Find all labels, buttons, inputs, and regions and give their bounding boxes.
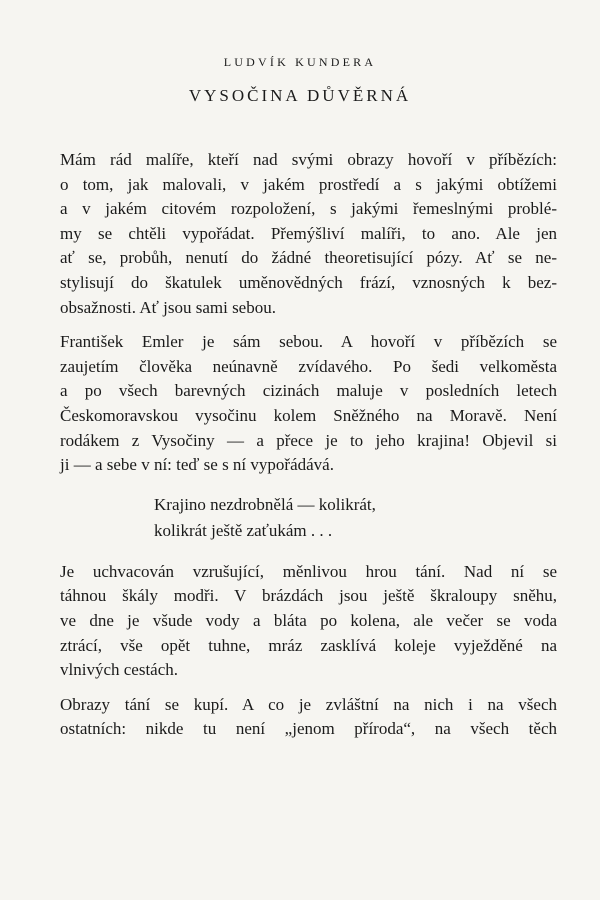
text-line: stylisují do škatulek uměnovědných frází, vznosných k bez- [60, 272, 557, 292]
essay-body [60, 148, 557, 742]
text-line: ať se, probůh, nenutí do žádné theoretisující pózy. Ať se ne- [60, 248, 557, 268]
text-line: obsažnosti. Ať jsou sami sebou. [60, 297, 276, 317]
author-name: LUDVÍK KUNDERA [223, 55, 377, 69]
text-line: o tom, jak malovali, v jakém prostředí a s jakými obtížemi [60, 174, 557, 194]
poem-quote [60, 492, 557, 544]
text-line: a v jakém citovém rozpoložení, s jakými řemeslnými problé- [60, 199, 557, 219]
text-line: vlnivých cestách. [60, 660, 179, 680]
essay-title: VYSOČINA DŮVĚRNÁ [188, 86, 412, 105]
text-line: Je uchvacován vzrušující, měnlivou hrou tání. Nad ní se [60, 561, 557, 581]
poem-line: kolikrát ještě zaťukám . . . [154, 520, 333, 540]
paragraph-4 [60, 693, 557, 742]
text-line: Obrazy tání se kupí. A co je zvláštní na nich i na všech [60, 694, 557, 714]
text-line: ztrácí, vše opět tuhne, mráz zasklívá koleje vyježděné na [60, 635, 557, 655]
text-line: ve dne je všude vody a bláta po kolena, ale večer se voda [60, 610, 557, 630]
text-line: Českomoravskou vysočinu kolem Sněžného na Moravě. Není [60, 405, 557, 425]
text-line: zaujetím člověka neúnavně zvídavého. Po šedi velkoměsta [60, 356, 557, 376]
paragraph-2 [60, 330, 557, 478]
text-line: ostatních: nikde tu není „jenom příroda“, na všech těch [60, 719, 557, 739]
paragraph-3 [60, 560, 557, 683]
text-line: táhnou škály modři. V brázdách jsou ještě škraloupy sněhu, [60, 586, 557, 606]
text-line: a po všech barevných cizinách maluje v posledních letech [60, 381, 557, 401]
text-line: ji — a sebe v ní: teď se s ní vypořádává. [60, 455, 334, 475]
text-line: rodákem z Vysočiny — a přece je to jeho krajina! Objevil si [60, 430, 557, 450]
poem-line: Krajino nezdrobnělá — kolikrát, [154, 494, 376, 514]
text-line: František Emler je sám sebou. A hovoří v příbězích se [60, 332, 557, 352]
text-line: my se chtěli vypořádat. Přemýšliví malíři, to ano. Ale jen [60, 223, 557, 243]
text-line: Mám rád malíře, kteří nad svými obrazy hovoří v příbězích: [60, 150, 557, 169]
paragraph-1 [60, 148, 557, 320]
